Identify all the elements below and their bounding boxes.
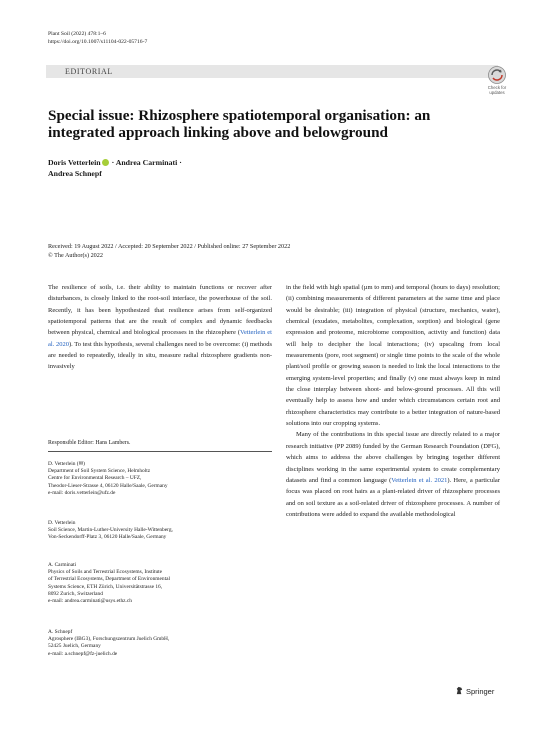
affiliation-email[interactable]: e-mail: andrea.carminati@usys.ethz.ch <box>48 598 132 605</box>
affiliation-line: Von-Seckendorff-Platz 3, 06120 Halle/Saale, Germany <box>48 534 167 541</box>
article-history <box>48 242 508 260</box>
check-for-updates-icon <box>483 66 511 85</box>
affiliation-line: A. Schnepf <box>48 629 73 635</box>
affiliation-line: Soil Science, Martin-Luther-University Halle-Wittenberg, <box>48 527 173 534</box>
affiliation-line: 8092 Zurich, Switzerland <box>48 590 103 597</box>
affiliation-line: 52425 Juelich, Germany <box>48 643 101 650</box>
author-list <box>48 157 468 179</box>
section-label: EDITORIAL <box>65 67 113 76</box>
dates-line: Received: 19 August 2022 / Accepted: 20 September 2022 / Published online: 27 September 2022 <box>48 243 291 250</box>
affiliation-line: Physics of Soils and Terrestrial Ecosystems, Institute <box>48 569 163 576</box>
paragraph-text: Many of the contributions in this special issue are directly related to a major research initiative (PP 2089) funded by the German Research Foundation (DFG), which aims to address the above challenges by bringing together different disciplines working in the same experimental system to create complementary datasets and find a common language ( <box>286 431 500 484</box>
affiliation-block <box>48 562 278 605</box>
body-column-right <box>286 282 500 520</box>
paragraph <box>286 429 500 520</box>
publisher-logo <box>455 686 494 696</box>
affiliation-email[interactable]: e-mail: doris.vetterlein@ufz.de <box>48 489 116 496</box>
author-1[interactable]: Doris Vetterlein <box>48 158 101 167</box>
citation-link[interactable]: Vetterlein et al. 2021 <box>391 476 448 484</box>
affiliation-line: Systems Science, ETH Zürich, Universitätstrasse 16, <box>48 583 163 590</box>
badge-line-2: updates <box>489 90 505 95</box>
author-separator: · <box>177 158 182 167</box>
orcid-icon[interactable] <box>102 159 109 166</box>
responsible-editor: Responsible Editor: Hans Lambers. <box>48 440 131 446</box>
footnote-divider <box>48 451 272 452</box>
copyright-line: © The Author(s) 2022 <box>48 252 103 259</box>
affiliation-block <box>48 520 278 542</box>
affiliation-email[interactable]: e-mail: a.schnepf@fz-juelich.de <box>48 650 118 657</box>
paragraph-text: ). Here, a particular focus was placed on root hairs as a plant-related driver of rhizosphere processes and on soil texture as a soil-related driver of rhizosphere processes. A number of contributions were added to expand the available methodological <box>286 476 500 518</box>
paragraph: in the field with high spatial (µm to mm) and temporal (hours to days) resolution; (ii) combining measurements of different parameters at the same time and place would be desirable; (iii) integration of physical (structure, mechanics, water), chemical (exudates, metabolites, complexation, sorption) and biological (gene expression and proteome, microbiome composition, activity and function) data will help to decipher the local interactions; (iv) upscaling from local measurements (pore, root segment) or single time points to the scale of the whole plant/soil profile or growing season is needed to link the local interactions to the emerging system-level properties; and finally (v) one must always keep in mind the close interplay between shoot- and below-ground processes. All this will eventually help to assess how and under which circumstances certain root and rhizosphere characteristics may contribute to a better integration of nature-based solutions into our cropping systems. <box>286 284 500 428</box>
author-2[interactable]: Andrea Carminati <box>115 158 178 167</box>
affiliation-line: D. Vetterlein <box>48 520 76 526</box>
affiliation-line: Agrosphere (IBG3), Forschungszentrum Juelich GmbH, <box>48 636 170 643</box>
citation-link[interactable]: Vetterlein et al. 2020 <box>48 329 272 348</box>
article-title: Special issue: Rhizosphere spatiotemporal organisation: an integrated approach linking above and belowground <box>48 107 431 141</box>
springer-horse-icon <box>455 686 464 695</box>
author-separator: · <box>109 158 116 167</box>
affiliation-line: Theodor-Lieser-Strasse 4, 06120 Halle/Saale, Germany <box>48 482 168 489</box>
section-bar <box>46 65 498 78</box>
paragraph-text: ). To test this hypothesis, several challenges need to be overcome: (i) methods are needed to repeatedly, ideally in situ, measure radial rhizosphere gradients non-invasively <box>48 340 272 371</box>
affiliation-line: A. Carminati <box>48 562 77 568</box>
badge-line-1: Check for <box>487 85 507 90</box>
author-3[interactable]: Andrea Schnepf <box>48 169 102 178</box>
journal-citation: Plant Soil (2022) 478:1–6 <box>48 31 106 37</box>
affiliation-block <box>48 461 278 497</box>
affiliation-line: Department of Soil System Science, Helmholtz <box>48 468 151 475</box>
affiliation-line: of Terrestrial Ecosystems, Department of Environmental <box>48 576 170 583</box>
publisher-name: Springer <box>466 687 495 696</box>
affiliation-block <box>48 629 278 658</box>
paragraph-text: The resilience of soils, i.e. their ability to maintain functions or recover after disturbances, is closely linked to the root-soil interface, the powerhouse of the soil. Recently, it has been hypothesized that resilience arises from self-organized spatiotemporal patterns that are the result of complex and dynamic feedbacks between physical, chemical and biological processes in the rhizosphere ( <box>48 284 272 337</box>
check-for-updates-badge[interactable] <box>483 66 511 96</box>
affiliation-line: D. Vetterlein (✉) <box>48 461 85 467</box>
body-column-left <box>48 282 272 373</box>
affiliation-line: Centre for Environmental Research – UFZ, <box>48 475 142 482</box>
paragraph <box>48 282 272 373</box>
doi-link[interactable]: https://doi.org/10.1007/s11104-022-05716-7 <box>48 39 148 45</box>
